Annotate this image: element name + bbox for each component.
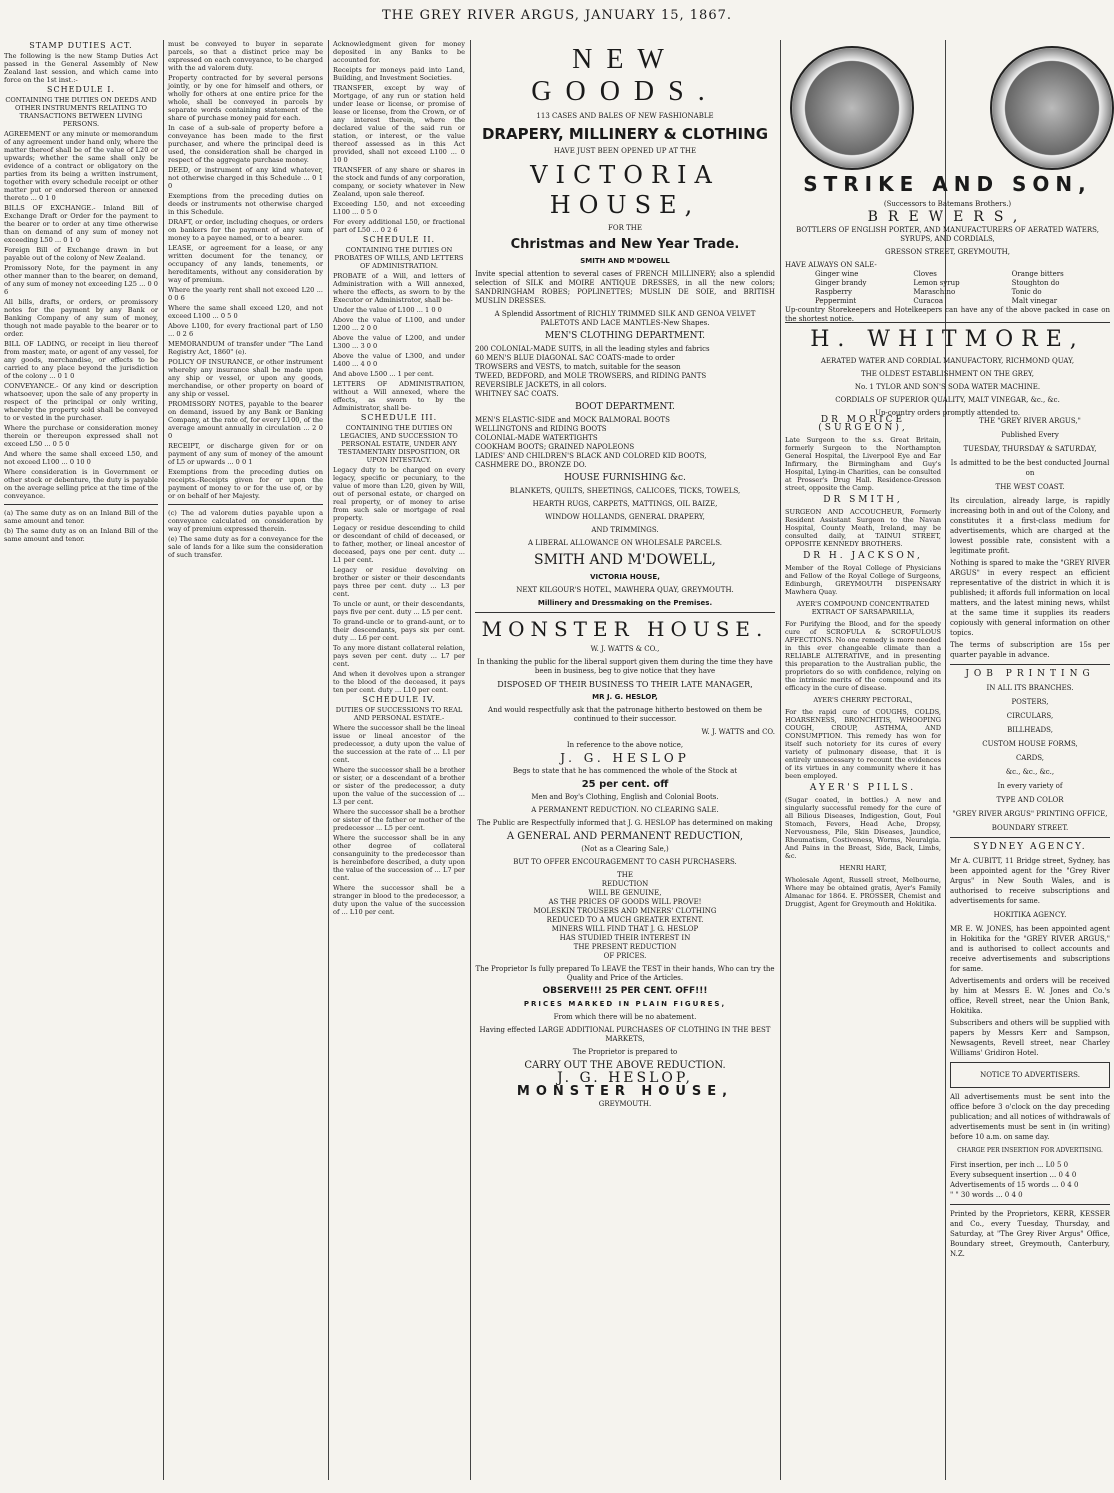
divider [950,837,1110,838]
schedule-entry: And where the same shall exceed L50, and not exceed L100 ... 0 10 0 [4,450,158,466]
schedule-entry: MEMORANDUM of transfer under "The Land Registry Act, 1860" (e). [168,340,323,356]
column-rule [163,40,164,1480]
ayer-heading: AYER'S COMPOUND CONCENTRATED EXTRACT OF SARSAPARILLA, [796,600,930,616]
victoria-house-label: VICTORIA HOUSE, [590,573,660,581]
schedule-entry: PROMISSORY NOTES, payable to the bearer on demand, issued by any Bank or Banking Company, at the rate of, for every L100, of the average amount annually in circulation ... 2 0 0 [168,400,323,440]
schedule-heading: SCHEDULE II. [362,235,436,244]
cordial-item: Maraschino [913,288,956,296]
successors-line: (Successors to Batemans Brothers.) [883,200,1012,208]
circulation-text: Its circulation, already large, is rapidly increasing both in and out of the Colony, and constitutes it a first-class medium for advertisements, which are charged at the lowest possible rate, consistent with a legitimate profit. [950,497,1110,555]
schedule-subheading: CONTAINING THE DUTIES ON LEGACIES, AND SUCCESSION TO PERSONAL ESTATE, UNDER ANY TESTAMENTARY DISPOSITION, OR UPON INTESTACY. [338,424,460,464]
print-item: &c., &c., &c., [1005,768,1055,776]
notice-heading: NOTICE TO ADVERTISERS. [980,1071,1080,1079]
schedule-entry: Exceeding L50, and not exceeding L100 ... 0 5 0 [333,200,465,216]
victoria-house-heading: VICTORIA HOUSE, [530,161,720,219]
footnote: (b) The same duty as on an Inland Bill of the same amount and tenor. [4,527,158,543]
house-item: WINDOW HOLLANDS, GENERAL DRAPERY, [545,513,705,521]
orders-line: Up-country orders promptly attended to. [875,409,1020,417]
column-rule [328,40,329,1480]
schedule-entry: Above the value of L100, and under L200 ... 2 0 0 [333,316,465,332]
schedule-entry: Where the purchase or consideration money therein or thereupon expressed shall not exceed L50 ... 0 5 0 [4,424,158,448]
strike-heading: STRIKE AND SON, [803,172,1092,196]
schedule-entry: To uncle or aunt, or their descendants, pays five per cent. duty ... L5 per cent. [333,600,465,616]
rate-row: " " 30 words ... 0 4 0 [950,1191,1023,1199]
schedule-entry: Foreign Bill of Exchange drawn in but payable out of the colony of New Zealand. [4,246,158,262]
prices-line: PRICES MARKED IN PLAIN FIGURES, [523,1000,727,1008]
greymouth-footer: GREYMOUTH. [598,1100,652,1108]
mens-heading: MEN'S CLOTHING DEPARTMENT. [544,331,706,341]
gresson-line: GRESSON STREET, GREYMOUTH, [885,248,1010,256]
smith-text: SURGEON AND ACCOUCHEUR, Formerly Resident Assistant Surgeon to the Navan Hospital, County Meath, Ireland, may be consulted daily, at TAINUI STREET, OPPOSITE KENNEDY BROTHERS. [785,508,941,548]
boot-item: WELLINGTONS and RIDING BOOTS [475,425,607,433]
drapery-heading: DRAPERY, MILLINERY & CLOTHING [481,125,769,143]
variety-line: In every variety of [997,782,1063,790]
permanent-line: A PERMANENT REDUCTION. NO CLEARING SALE. [531,806,719,814]
argus-heading: THE "GREY RIVER ARGUS," [979,417,1081,425]
house-item: BLANKETS, QUILTS, SHEETINGS, CALICOES, TICKS, TOWELS, [509,487,741,495]
christmas-heading: Christmas and New Year Trade. [510,237,740,252]
ayer-text: For Purifying the Blood, and for the speedy cure of SCROFULA & SCROFULOUS AFFECTIONS. No one remedy is more needed in this ever changeable climate than a RELIABLE ALTERATIVE, and in presenting this preparation to the Australian public, the proprietors do so with confidence, relying on the intrinsic merits of the compound and its efficacy in the cure of disease. [785,620,941,692]
divider [475,612,775,613]
schedule-entry: Where the successor shall be a brother or sister, or a descendant of a brother or sister of the predecessor, a duty upon the value of the succession of ... L3 per cent. [333,766,465,806]
mens-item: TWEED, BEDFORD, and MOLE TROWSERS, and RIDING PANTS [475,372,707,380]
schedule-entry: Above L100, for every fractional part of L50 ... 0 2 6 [168,322,323,338]
boot-item: COLONIAL-MADE WATERTIGHTS [475,434,598,442]
cordial-item: Tonic do [1011,288,1042,296]
boot-heading: BOOT DEPARTMENT. [575,402,675,412]
schedule-entry: Legacy duty to be charged on every legacy, specific or pecuniary, to the value of more than L20, given by Will, out of personal estate, or charged on real property, or of money to arise from such sale or mortgage of real property. [333,466,465,522]
cordial-item: Curacoa [913,297,944,305]
prepared-line: The Proprietor is prepared to [572,1048,678,1056]
liberal-line: A LIBERAL ALLOWANCE ON WHOLESALE PARCELS. [528,539,722,547]
reduction-line: THE [617,871,633,879]
reference-line: In reference to the above notice, [566,741,684,749]
carry-out-line: CARRY OUT THE ABOVE REDUCTION. [524,1060,726,1071]
schedule-entry: Property contracted for by several persons jointly, or by one for himself and others, or wholly for others at one entire price for the whole, shall be conveyed in parcels by separate words containing statement of the share of purchase money paid for each. [168,74,323,122]
sydney-text: Mr A. CUBITT, 11 Bridge street, Sydney, has been appointed agent for the "Grey River Argus" in New South Wales, and is authorised to receive subscriptions and advertisements for same. [950,857,1110,905]
divider [168,504,323,505]
mens-item: WHITNEY SAC COATS. [475,390,559,398]
not-clearing: (Not as a Clearing Sale,) [581,845,669,853]
schedule-entry: Where the yearly rent shall not exceed L20 ... 0 0 6 [168,286,323,302]
pills-text: (Sugar coated, in bottles.) A new and singularly successful remedy for the cure of all Bilious Diseases, Indigestion, Gout, Foul Stomach, Fevers, Head Ache, Dropsy, Nervousness, Pile, Skin Diseases, Jaundice, Rheumatism, Costiveness, Worms, Neuralgia. And Pains in the Breast, Side, Back, Limbs, &c. [785,796,941,860]
schedule-subheading: DUTIES OF SUCCESSIONS TO REAL AND PERSONAL ESTATE.- [335,706,463,722]
divider [950,664,1110,665]
cordial-item: Ginger brandy [815,279,867,287]
request-text: And would respectfully ask that the patronage hitherto bestowed on them be continued to their successor. [488,706,762,723]
schedule-entry: Where the successor shall be a stranger in blood to the predecessor, a duty upon the value of the succession of ... L10 per cent. [333,884,465,916]
schedule-entry: In case of a sub-sale of property before a conveyance has been made to the first purchaser, and where the principal deed is used, the consideration shall be charged in respect of the aggregate purchase money. [168,124,323,164]
cordial-item: Lemon syrup [913,279,960,287]
prize-medal-image [990,46,1114,170]
schedule-entry: For every additional L50, or fractional part of L50 ... 0 2 6 [333,218,465,234]
schedule-entry: Above the value of L200, and under L300 ... 3 0 0 [333,334,465,350]
house-heading: HOUSE FURNISHING &c. [564,473,686,483]
schedule-entry: Exemptions from the preceding duties on deeds or instruments not otherwise charged in this Schedule. [168,192,323,216]
schedule-entry: Where the successor shall be the lineal issue or lineal ancestor of the predecessor, a duty upon the value of the succession at the rate of ... L1 per cent. [333,724,465,764]
column-stamp-duties [4,40,158,1475]
column-schedules-2-4 [333,40,465,1475]
reduction-line: AS THE PRICES OF GOODS WILL PROVE! [548,898,702,906]
footnote: (c) The ad valorem duties payable upon a conveyance calculated on consideration by way of premium expressed therein. [168,509,323,533]
hart-text: Wholesale Agent, Russell street, Melbourne, Where may be obtained gratis, Ayer's Family Almanac for 1864. E. PROSSER, Chemist and Druggist, Agent for Greymouth and Hokitika. [785,876,941,908]
schedule-entry: Where the successor shall be a brother or sister of the father or mother of the predecessor ... L5 per cent. [333,808,465,832]
cordial-item: Ginger wine [815,270,859,278]
jg-heslop: J. G. HESLOP [560,751,690,765]
public-text: The Public are Respectfully informed that J. G. HESLOP has determined on making [477,819,773,827]
boot-item: CASHMERE DO., BRONZE DO. [475,461,587,469]
firm-name: SMITH AND M'DOWELL [580,257,670,265]
cordial-item: Cloves [913,270,937,278]
cordial-item: Raspberry [815,288,852,296]
column-argus-notices [950,412,1110,1482]
notice-box [950,1062,1110,1088]
oldest-line: THE OLDEST ESTABLISHMENT ON THE GREY, [860,370,1035,378]
mens-item: TROWSERS and VESTS, to match, suitable for the season [475,363,681,371]
schedule-entry: And above L500 ... 1 per cent. [333,370,434,378]
print-item: BILLHEADS, [1007,726,1053,734]
printed-by-text: Printed by the Proprietors, KERR, KESSER and Co., every Tuesday, Thursday, and Saturday, at "The Grey River Argus" Office, Boundary street, Greymouth, Canterbury, N.Z. [950,1210,1110,1258]
charge-heading: CHARGE PER INSERTION FOR ADVERTISING. [957,1147,1103,1154]
cherry-text: For the rapid cure of COUGHS, COLDS, HOARSENESS, BRONCHITIS, WHOOPING COUGH, CROUP, ASTHMA, AND CONSUMPTION. This remedy has won for itself such notoriety for its cures of every variety of pulmonary disease, that it is entirely unnecessary to recount the evidences of its virtues in any community where it has been employed. [785,708,941,780]
boundary-line: BOUNDARY STREET. [991,824,1069,832]
monster-house-heading: MONSTER HOUSE. [481,617,769,641]
masthead: THE GREY RIVER ARGUS, JANUARY 15, 1867. [382,8,732,23]
schedule-heading: SCHEDULE IV. [362,695,436,704]
cherry-heading: AYER'S CHERRY PECTORAL, [813,696,913,704]
print-item: CARDS, [1015,754,1045,762]
reduction-line: REDUCED TO A MUCH GREATER EXTENT. [546,916,704,924]
column-medical-ads [785,412,941,1482]
reduction-line: THE PRESENT REDUCTION [573,943,677,951]
whitmore-heading: H. WHITMORE, [810,327,1085,352]
nothing-text: Nothing is spared to make the "GREY RIVER ARGUS" in every respect an efficient representative of the district in which it is published; it affords full information on local matters, and the latest mining news, whilst at the same time it supplies its readers copiously with general information on other topics. [950,559,1110,637]
morice-text: Late Surgeon to the s.s. Great Britain, formerly Surgeon to the Northampton General Hospital, the Liverpool Eye and Ear Infirmary, the Birmingham and Guy's Hospital, Lying-in Charities, can be consulted at Prosser's Drug Hall. Residence-Gresson street, opposite the Camp. [785,436,941,492]
reduction-line: MOLESKIN TROUSERS AND MINERS' CLOTHING [533,907,717,915]
job-printing-heading: JOB PRINTING [965,669,1095,679]
mens-item: 60 MEN'S BLUE DIAGONAL SAC COATS-made to order [475,354,675,362]
begs-line: Begs to state that he has commenced the whole of the Stock at [512,767,738,775]
notice-text: All advertisements must be sent into the office before 3 o'clock on the day preceding publication; and all notices of withdrawals of advertisements must be sent in (in writing) before 10 a.m. on same day. [950,1093,1110,1141]
for-the-line: FOR THE [608,224,642,232]
stamp-act-intro: The following is the new Stamp Duties Act passed in the General Assembly of New Zealand last session, and which came into force on the 1st inst.:- [4,52,158,84]
schedule-entry: Above the value of L300, and under L400 ... 4 0 0 [333,352,465,368]
millinery-line: Millinery and Dressmaking on the Premises. [537,599,713,607]
terms-text: The terms of subscription are 15s per quarter payable in advance. [950,641,1110,659]
schedule-entry: And when it devolves upon a stranger to the blood of the deceased, it pays ten per cent. duty ... L10 per cent. [333,670,465,694]
subscribers-text: Subscribers and others will be supplied with papers by Messrs Kerr and Sampson, Newsagents, Revell street, near Charley Williams' Gridiron Hotel. [950,1019,1110,1057]
prize-medal-image [790,46,914,170]
aerated-line: AERATED WATER AND CORDIAL MANUFACTORY, RICHMOND QUAY, [820,357,1075,365]
jackson-text: Member of the Royal College of Physicians and Fellow of the Royal College of Surgeons, Edinburgh, GREYMOUTH DISPENSARY Mawhera Quay. [785,564,941,596]
schedule-entry: AGREEMENT or any minute or memorandum of any agreement under hand only, where the matter thereof shall be of the value of L20 or upwards; whether the same shall only be evidence of a contract or obligatory on the parties from its being a written instrument, together with every schedule receipt or other matter put or endorsed thereon or annexed thereto ... 0 1 0 [4,130,158,202]
house-item: HEARTH RUGS, CARPETS, MATTINGS, OIL BAIZE, [532,500,718,508]
schedule-entry: BILL OF LADING, or receipt in lieu thereof from master, mate, or agent of any vessel, for any goods, merchandise, or effects to be carried to any place beyond the jurisdiction of the colony ... 0 1 0 [4,340,158,380]
schedule-entry: RECEIPT, or discharge given for or on payment of any sum of money of the amount of L5 or upwards ... 0 0 1 [168,442,323,466]
on-sale-label: HAVE ALWAYS ON SALE- [785,261,877,269]
schedule-entry: LEASE, or agreement for a lease, or any written document for the tenancy, or occupancy of any lands, tenements, or hereditaments, without any consideration by way of premium. [168,244,323,284]
strike-and-son-ad [785,168,1110,323]
thanks-text: In thanking the public for the liberal support given them during the time they have been in business, beg to give notice that they have [477,658,773,675]
schedule-entry: Under the value of L100 ... 1 0 0 [333,306,442,314]
west-coast-line: THE WEST COAST. [995,483,1065,491]
invite-text: Invite special attention to several cases of FRENCH MILLINERY; also a splendid selection of SILK and MOIRE ANTIQUE DRESSES, in all the new colors; SANDRINGHAM ROBES; POPLINETTES; MUSLIN DE SOIE, and BRITISH MUSLIN DRESSES. [475,270,775,305]
cordial-item: Peppermint [815,297,857,305]
branches-line: IN ALL ITS BRANCHES. [986,684,1074,692]
reduction-line: REDUCTION [601,880,649,888]
having-text: Having effected LARGE ADDITIONAL PURCHASES OF CLOTHING IN THE BEST MARKETS, [479,1026,771,1043]
published-line: Published Every [1001,431,1059,439]
proprietor-text: The Proprietor Is fully prepared To LEAVE the TEST in their hands, Who can try the Quality and Price of the Articles. [475,965,775,982]
cordial-item: Malt vinegar [1011,297,1058,305]
schedule-entry: DRAFT, or order, including cheques, or orders on bankers for the payment of any sum of money to a payee named, or to a bearer. [168,218,323,242]
schedule-entry: Receipts for moneys paid into Land, Building, and Investment Societies. [333,66,465,82]
rate-row: Every subsequent insertion ... 0 4 0 [950,1171,1077,1179]
schedule-entry: DEED, or instrument of any kind whatever, not otherwise charged in this Schedule ... 0 1 0 [168,166,323,190]
schedule-entry: To grand-uncle or to grand-aunt, or to their descendants, pays six per cent. duty ... L6 per cent. [333,618,465,642]
cordials-line: CORDIALS OF SUPERIOR QUALITY, MALT VINEGAR, &c., &c. [835,396,1060,404]
jg-heslop-footer: J. G. HESLOP, [557,1070,693,1086]
divider [785,322,1110,323]
schedule-entry: To any more distant collateral relation, pays seven per cent. duty ... L7 per cent. [333,644,465,668]
hart-heading: HENRI HART, [839,864,887,872]
sydney-heading: SYDNEY AGENCY. [973,842,1087,852]
divider [4,504,158,505]
schedule-subheading: CONTAINING THE DUTIES ON DEEDS AND OTHER INSTRUMENTS RELATING TO TRANSACTIONS BETWEEN LIVING PERSONS. [5,96,157,128]
watts-signature: W. J. WATTS and CO. [701,728,775,736]
boot-item: MEN'S ELASTIC-SIDE and MOCK BALMORAL BOOTS [475,416,670,424]
schedule-entry: POLICY OF INSURANCE, or other instrument whereby any insurance shall be made upon any ship or vessel, or upon any goods, merchandise, or other property on board of any ship or vessel. [168,358,323,398]
schedule-entry: CONVEYANCE.- Of any kind or description whatsoever, upon the sale of any property in respect of the principal or only writing, whereby the property sold shall be conveyed to or vested in the purchaser. [4,382,158,422]
observe-line: OBSERVE!!! 25 PER CENT. OFF!!! [542,986,708,996]
print-item: CUSTOM HOUSE FORMS, [982,740,1078,748]
printing-office-line: "GREY RIVER ARGUS" PRINTING OFFICE, [952,810,1108,818]
boot-item: COOKHAM BOOTS; GRAINED NAPOLEONS [475,443,635,451]
mens-item: REVERSIBLE JACKETS, in all colors. [475,381,607,389]
monster-house-footer: MONSTER HOUSE, [516,1084,734,1099]
schedule-entry: Legacy or residue devolving on brother or sister or their descendants pays three per cent. duty ... L3 per cent. [333,566,465,598]
schedule-entry: Exemptions from the preceding duties on receipts.-Receipts given for or upon the payment of money to or for the use of, or by or on behalf of her Majesty. [168,468,323,500]
days-line: TUESDAY, THURSDAY & SATURDAY, [963,445,1097,453]
footnote: (e) The same duty as for a conveyance for the sale of lands for a like sum the consideration of such transfer. [168,535,323,559]
whitmore-ad [785,318,1110,417]
cordial-list [785,270,1110,306]
schedule-heading: SCHEDULE I. [47,85,115,94]
admitted-line: Is admitted to be the best conducted Journal on [950,459,1110,477]
schedule-entry: TRANSFER, except by way of Mortgage, of any run or station held under lease or license, or promise of lease or license, from the Crown, or of any interest therein, where the declared value of the said run or station, or interest, or the value thereof assessed as in this Act provided, shall not exceed L100 ... 0 10 0 [333,84,465,164]
schedule-entry: BILLS OF EXCHANGE.- Inland Bill of Exchange Draft or Order for the payment to the bearer or to order at any time otherwise than on demand of any sum of money not exceeding L50 ... 0 1 0 [4,204,158,244]
assortment-text: A Splendid Assortment of RICHLY TRIMMED SILK AND GENOA VELVET PALETOTS AND LACE MANTLES-New Shapes. [494,310,756,327]
bottlers-line: BOTTLERS OF ENGLISH PORTER, AND MANUFACTURERS OF AERATED WATERS, SYRUPS, AND CORDIALS, [796,226,1099,243]
heslop-name: MR J. G. HESLOP, [592,693,658,701]
house-item: AND TRIMMINGS. [591,526,659,534]
schedule-entry: Legacy or residue descending to child or descendant of child of deceased, or to father, mother, or lineal ancestor of deceased, pays one per cent. duty ... L1 per cent. [333,524,465,564]
firm-name-large: SMITH AND M'DOWELL, [533,552,717,568]
column-rule [470,40,471,1480]
reduction-line: WILL BE GENUINE, [588,889,662,897]
schedule-subheading: CONTAINING THE DUTIES ON PROBATES OF WILLS, AND LETTERS OF ADMINISTRATION. [334,246,464,270]
schedule-entry: must be conveyed to buyer in separate parcels, so that a distinct price may be expressed on each conveyance, to be charged with the ad valorem duty. [168,40,323,72]
jackson-heading: DR H. JACKSON, [803,551,923,561]
print-item: CIRCULARS, [1006,712,1054,720]
cordial-item: Orange bitters [1011,270,1064,278]
from-line: From which there will be no abatement. [553,1013,697,1021]
divider [950,1204,1110,1205]
schedule-entry: PROBATE of a Will, and letters of Administration with a Will annexed, where the effects, as sworn to by the Executor or Administrator, shall be- [333,272,465,304]
boots-line: Men and Boy's Clothing, English and Colonial Boots. [531,793,719,801]
hokitika-text: MR E. W. JONES, has been appointed agent in Hokitika for the "GREY RIVER ARGUS," and is authorised to collect accounts and receive advertisements and subscriptions for same. [950,925,1110,973]
pills-heading: AYER'S PILLS. [809,783,917,793]
address-line: NEXT KILGOUR'S HOTEL, MAWHERA QUAY, GREYMOUTH. [516,586,734,594]
new-goods-heading: NEW GOODS. [531,44,719,107]
cordial-item: Stoughton do [1011,279,1060,287]
hokitika-heading: HOKITIKA AGENCY. [993,911,1067,919]
schedule-entry: Where the same shall exceed L20, and not exceed L100 ... 0 5 0 [168,304,323,320]
disposed-line: DISPOSED OF THEIR BUSINESS TO THEIR LATE MANAGER, [497,680,753,689]
mens-item: 200 COLONIAL-MADE SUITS, in all the leading styles and fabrics [475,345,710,353]
schedule-entry: Acknowledgment given for money deposited in any Banks to be accounted for. [333,40,465,64]
schedule-entry: LETTERS OF ADMINISTRATION, without a Will annexed, where the effects, as sworn to by the Administrator, shall be- [333,380,465,412]
opened-line: HAVE JUST BEEN OPENED UP AT THE [553,147,697,155]
advert-text: Advertisements and orders will be received by him at Messrs E. W. Jones and Co.'s office, Revell street, near the Union Bank, Hokitika. [950,977,1110,1015]
machine-line: No. 1 TYLOR AND SON'S SODA WATER MACHINE. [854,383,1041,391]
stamp-act-title: STAMP DUTIES ACT. [29,41,133,50]
schedule-entry: Promissory Note, for the payment in any other manner than to the bearer, on demand, of any sum of money not exceeding L25 ... 0 0 6 [4,264,158,296]
rate-row: Advertisements of 15 words ... 0 4 0 [950,1181,1079,1189]
boot-item: LADIES' AND CHILDREN'S BLACK AND COLORED KID BOOTS, [475,452,707,460]
general-reduction: A GENERAL AND PERMANENT REDUCTION, [506,831,744,842]
column-drapery-ads [475,40,775,1475]
column-rule [780,40,781,1480]
schedule-entry: Where the successor shall be in any other degree of collateral consanguinity to the predecessor than is hereinbefore described, a duty upon the value of the succession of ... L7 per cent. [333,834,465,882]
type-color-line: TYPE AND COLOR [996,796,1064,804]
watts-name: W. J. WATTS & CO., [590,645,660,653]
schedule-entry: All bills, drafts, or orders, or promissory notes for the payment by any Bank or Banking Company of any sum of money, though not made payable to the bearer or to order. [4,298,158,338]
schedule-entry: Where consideration is in Government or other stock or debenture, the duty is payable on the average selling price at the time of the conveyance. [4,468,158,500]
schedule-entry: TRANSFER of any share or shares in the stock and funds of any corporation, company, or society whatever in New Zealand, upon sale thereof. [333,166,465,198]
schedule-heading: SCHEDULE III. [360,413,438,422]
rate-row: First insertion, per inch ... L0 5 0 [950,1161,1069,1169]
print-item: POSTERS, [1011,698,1049,706]
smith-heading: DR SMITH, [823,495,903,505]
morice-heading: DR MORICE (SURGEON), [818,415,908,433]
footnote: (a) The same duty as on an Inland Bill of the same amount and tenor. [4,509,158,525]
reduction-line: OF PRICES. [603,952,647,960]
upcountry-note: Up-country Storekeepers and Hotelkeepers can have any of the above packed in case on the shortest notice. [785,306,1110,323]
percent-off: 25 per cent. off [581,779,669,790]
cases-line: 113 CASES AND BALES OF NEW FASHIONABLE [536,112,714,120]
but-line: BUT TO OFFER ENCOURAGEMENT TO CASH PURCHASERS. [513,858,737,866]
column-schedule-continued [168,40,323,1475]
reduction-line: HAS STUDIED THEIR INTEREST IN [559,934,691,942]
reduction-line: MINERS WILL FIND THAT J. G. HESLOP [551,925,699,933]
brewers-heading: BREWERS, [867,209,1028,225]
